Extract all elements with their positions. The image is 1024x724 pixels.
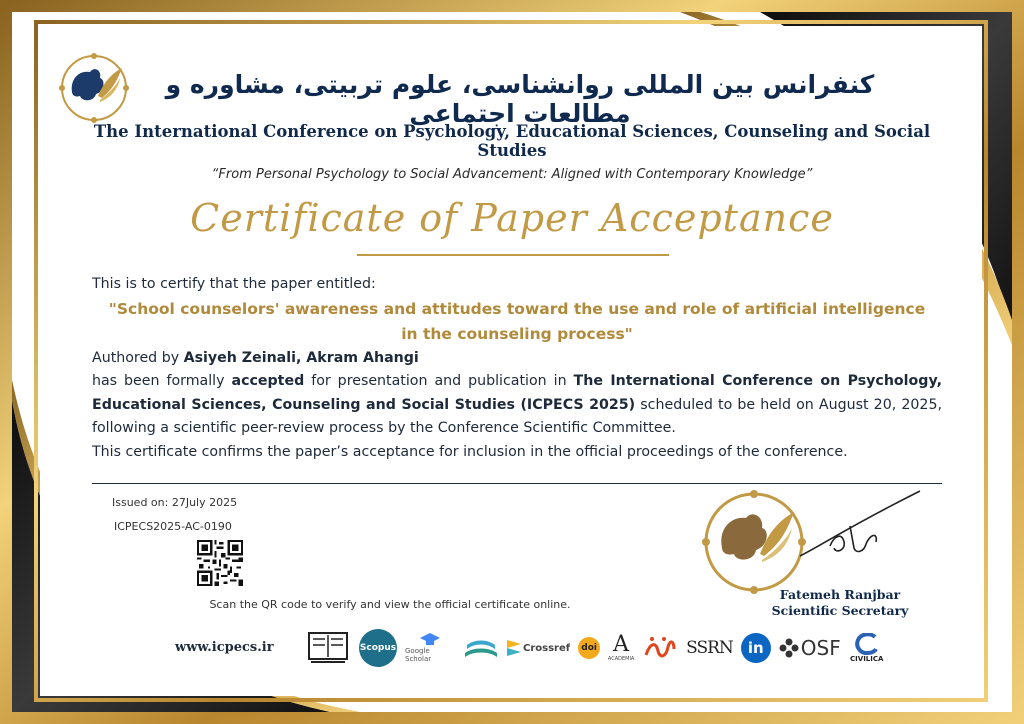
civilica-label: CIVILICA	[850, 655, 884, 663]
paper-title: "School counselors' awareness and attitudes toward the use and role of artificial intelligence in the counseling process"	[108, 299, 926, 343]
intro-line: This is to certify that the paper entitled:	[92, 276, 376, 292]
authors-line	[92, 347, 942, 371]
ssrn-logo	[686, 638, 733, 658]
google-scholar-label: Google Scholar	[405, 647, 432, 663]
crossref-logo	[507, 640, 570, 656]
mjl-logo	[305, 629, 351, 667]
qr-scan-instruction: Scan the QR code to verify and view the official certificate online.	[209, 598, 571, 611]
civilica-icon	[855, 633, 879, 655]
academia-letter: A	[613, 632, 630, 657]
indexing-logos	[305, 628, 885, 668]
graduation-cap-icon	[420, 633, 440, 647]
doi-logo	[578, 637, 600, 659]
scopus-label: Scopus	[359, 643, 397, 653]
academia-logo	[608, 634, 634, 662]
scopus-logo	[359, 629, 397, 667]
google-scholar-logo	[405, 633, 455, 663]
osf-label: OSF	[800, 636, 841, 660]
doi-label: doi	[581, 643, 597, 653]
certificate-body	[92, 273, 942, 464]
linkedin-logo	[741, 633, 771, 663]
conference-logo	[58, 52, 130, 124]
accepted-word: accepted	[231, 373, 305, 389]
book-stack-icon	[463, 633, 499, 663]
conference-title-english: The International Conference on Psychology, Educational Sciences, Counseling and Social Studies	[93, 122, 931, 160]
academia-label: ACADEMIA	[607, 656, 635, 662]
conference-name: The International Conference on Psychology, Educational Sciences, Counseling and Social Studies (ICPECS 2025)	[92, 373, 942, 413]
acceptance-text-1: has been formally	[92, 373, 232, 389]
website-link[interactable]: www.icpecs.ir	[175, 640, 274, 655]
persian-index-logo	[642, 633, 678, 663]
authors: Asiyeh Zeinali, Akram Ahangi	[183, 349, 419, 366]
authored-by-label: Authored by	[92, 349, 184, 366]
conference-title-persian: کنفرانس بین المللی روانشناسی، علوم تربیتی، مشاوره و مطالعات اجتماعی	[165, 70, 875, 128]
qr-code[interactable]	[197, 540, 243, 586]
acceptance-text-2: for presentation and publication in	[304, 373, 574, 389]
issued-date: Issued on: 27July 2025	[112, 496, 238, 509]
ssrn-label: SSRN	[686, 638, 733, 658]
crossref-label: Crossref	[523, 642, 571, 654]
certificate-id: ICPECS2025-AC-0190	[114, 520, 232, 533]
crossref-icon	[507, 640, 521, 656]
signer-block	[740, 587, 940, 619]
osf-icon	[779, 638, 799, 658]
heading-underline	[357, 254, 669, 256]
footer-separator	[92, 483, 942, 484]
acceptance-paragraph	[92, 370, 942, 441]
linkedin-label: in	[747, 639, 764, 657]
signature	[790, 486, 930, 576]
osf-logo	[779, 636, 841, 660]
conference-slogan: “From Personal Psychology to Social Advancement: Aligned with Contemporary Knowledge”	[211, 167, 813, 182]
civilica-logo	[849, 633, 885, 663]
signer-name: Fatemeh Ranjbar	[779, 587, 901, 602]
closing-line: This certificate confirms the paper’s acceptance for inclusion in the official proceedings of the conference.	[92, 443, 848, 460]
acceptance-text-3: scheduled to be held on August 20, 2025, following a scientific peer-review process by the Conference Scientific Committee.	[92, 396, 942, 436]
signer-role: Scientific Secretary	[771, 603, 909, 618]
certificate-heading: Certificate of Paper Acceptance	[190, 196, 834, 240]
